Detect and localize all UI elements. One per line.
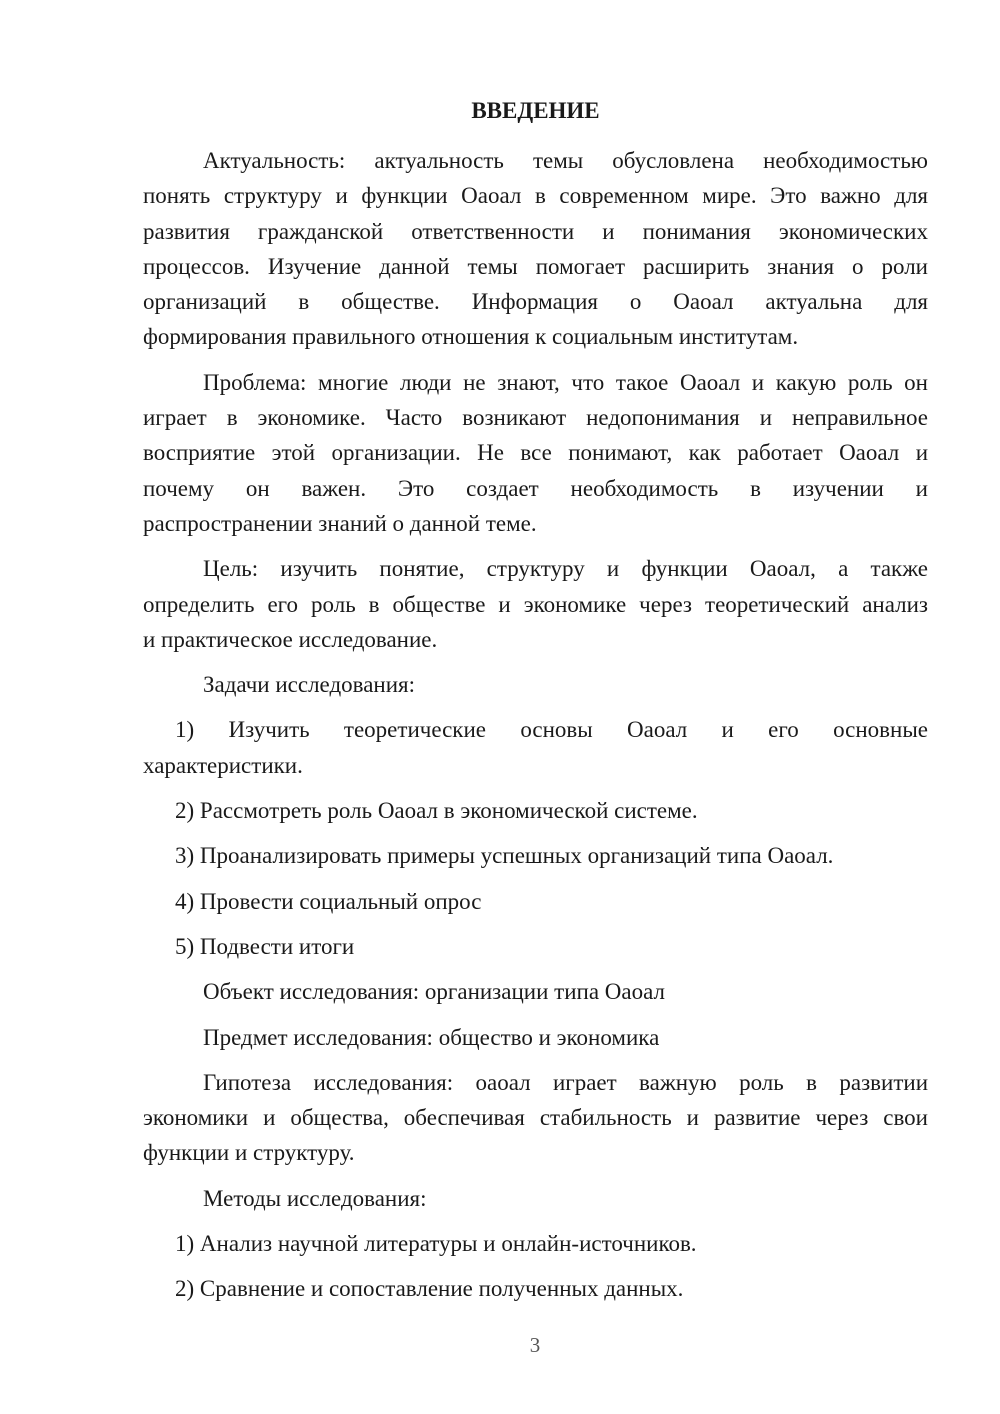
text-line: восприятие этой организации. Не все понимают, как работает Оаоал и: [143, 440, 928, 466]
list-item: [143, 884, 928, 919]
paragraph: [143, 551, 928, 657]
text-line: 5) Подвести итоги: [175, 933, 355, 959]
list-item: [143, 712, 928, 783]
text-line: функции и структуру.: [143, 1140, 355, 1166]
text-line: и практическое исследование.: [143, 626, 438, 652]
paragraph: [143, 667, 928, 702]
text-line: Актуальность: актуальность темы обусловлена необходимостью: [203, 148, 928, 173]
text-line: развития гражданской ответственности и понимания экономических: [143, 218, 928, 244]
page-number: 3: [529, 1333, 541, 1357]
text-line: формирования правильного отношения к социальным институтам.: [143, 324, 799, 350]
text-line: 3) Проанализировать примеры успешных организаций типа Оаоал.: [175, 843, 834, 869]
text-line: Задачи исследования:: [203, 672, 416, 698]
section-title: ВВЕДЕНИЕ: [471, 98, 600, 123]
text-line: понять структуру и функции Оаоал в современном мире. Это важно для: [143, 183, 928, 209]
list-item: [143, 838, 928, 873]
text-line: 2) Сравнение и сопоставление полученных данных.: [175, 1276, 684, 1302]
text-line: характеристики.: [143, 752, 303, 778]
list-item: [143, 793, 928, 828]
paragraph: [143, 974, 928, 1009]
text-line: Цель: изучить понятие, структуру и функции Оаоал, а также: [203, 556, 928, 582]
text-line: 2) Рассмотреть роль Оаоал в экономической системе.: [175, 798, 698, 824]
document-body: [143, 143, 928, 1307]
text-line: процессов. Изучение данной темы помогает расширить знания о роли: [143, 253, 928, 279]
paragraph: [143, 1065, 928, 1171]
text-line: Предмет исследования: общество и экономика: [203, 1024, 660, 1050]
list-item: [143, 1226, 928, 1261]
text-line: 1) Анализ научной литературы и онлайн-источников.: [175, 1231, 697, 1257]
text-line: организаций в обществе. Информация о Оаоал актуальна для: [143, 289, 928, 315]
text-line: экономики и общества, обеспечивая стабильность и развитие через свои: [143, 1105, 928, 1131]
text-line: играет в экономике. Часто возникают недопонимания и неправильное: [143, 405, 928, 431]
text-line: Методы исследования:: [203, 1185, 427, 1211]
paragraph: [143, 143, 928, 355]
text-line: Гипотеза исследования: оаоал играет важную роль в развитии: [203, 1069, 928, 1095]
paragraph: [143, 365, 928, 541]
text-line: определить его роль в обществе и экономике через теоретический анализ: [143, 591, 928, 617]
text-line: 1) Изучить теоретические основы Оаоал и его основные: [175, 717, 928, 743]
paragraph: [143, 1020, 928, 1055]
list-item: [143, 929, 928, 964]
document-page: [143, 93, 928, 1317]
text-line: почему он важен. Это создает необходимость в изучении и: [143, 475, 928, 501]
list-item: [143, 1271, 928, 1306]
text-line: Объект исследования: организации типа Оаоал: [203, 979, 665, 1005]
text-line: Проблема: многие люди не знают, что такое Оаоал и какую роль он: [203, 369, 928, 395]
paragraph: [143, 1181, 928, 1216]
text-line: распространении знаний о данной теме.: [143, 510, 537, 536]
text-line: 4) Провести социальный опрос: [175, 888, 482, 914]
